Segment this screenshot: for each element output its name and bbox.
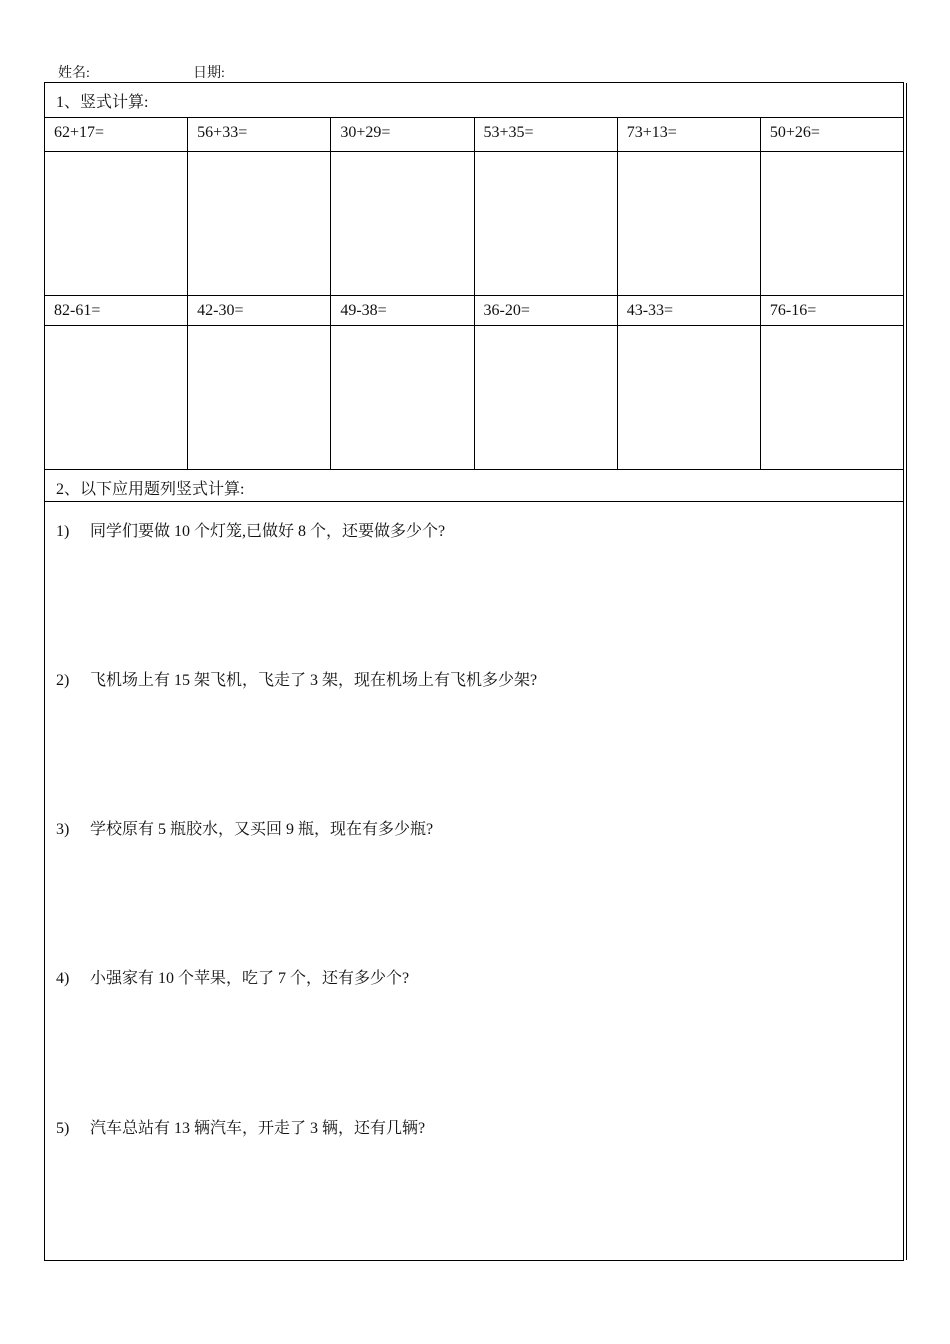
answer-cell[interactable] <box>331 326 474 469</box>
answer-cell[interactable] <box>331 152 474 295</box>
equation-cell: 43-33= <box>618 296 761 325</box>
problem-number: 4) <box>56 970 70 987</box>
answer-cell[interactable] <box>618 152 761 295</box>
equation-cell: 82-61= <box>45 296 188 325</box>
section2-title: 2、以下应用题列竖式计算: <box>45 470 903 502</box>
name-label: 姓名: <box>58 66 90 81</box>
answer-cell[interactable] <box>761 326 903 469</box>
equation-cell: 36-20= <box>475 296 618 325</box>
date-label: 日期: <box>193 66 225 81</box>
problem-text: 小强家有 10 个苹果，吃了 7 个，还有多少个? <box>90 970 410 987</box>
equation-cell: 42-30= <box>188 296 331 325</box>
answer-cell[interactable] <box>45 152 188 295</box>
problem-number: 2) <box>56 672 70 689</box>
equation-row-2 <box>45 296 903 326</box>
answer-cell[interactable] <box>475 152 618 295</box>
equation-cell: 76-16= <box>769 302 817 319</box>
answer-cell[interactable] <box>475 326 618 469</box>
answer-row-2 <box>45 326 903 470</box>
problem-text: 飞机场上有 15 架飞机，飞走了 3 架，现在机场上有飞机多少架? <box>90 672 538 689</box>
equation-row-1 <box>45 118 903 152</box>
word-problem-4 <box>56 965 409 988</box>
problem-number: 1) <box>56 523 70 540</box>
answer-cell[interactable] <box>45 326 188 469</box>
answer-cell[interactable] <box>188 152 331 295</box>
equation-cell: 73+13= <box>618 118 761 151</box>
problem-text: 学校原有 5 瓶胶水，又买回 9 瓶，现在有多少瓶? <box>90 821 434 838</box>
problem-text: 同学们要做 10 个灯笼,已做好 8 个，还要做多少个? <box>90 523 446 540</box>
problem-number: 3) <box>56 821 70 838</box>
answer-cell[interactable] <box>188 326 331 469</box>
equation-cell: 53+35= <box>475 118 618 151</box>
answer-row-1 <box>45 152 903 296</box>
word-problem-2 <box>56 667 537 690</box>
equation-cell: 56+33= <box>188 118 331 151</box>
answer-cell[interactable] <box>618 326 761 469</box>
equation-cell: 50+26= <box>769 124 820 141</box>
word-problem-5 <box>56 1115 425 1138</box>
equation-cell: 62+17= <box>45 118 188 151</box>
problem-number: 5) <box>56 1120 70 1137</box>
equation-cell: 30+29= <box>331 118 474 151</box>
worksheet-table <box>44 82 904 1261</box>
answer-cell[interactable] <box>761 152 903 295</box>
word-problem-3 <box>56 816 433 839</box>
section1-title: 1、竖式计算: <box>45 83 903 118</box>
word-problem-1 <box>56 518 445 541</box>
equation-cell: 49-38= <box>331 296 474 325</box>
problem-text: 汽车总站有 13 辆汽车，开走了 3 辆，还有几辆? <box>90 1120 426 1137</box>
